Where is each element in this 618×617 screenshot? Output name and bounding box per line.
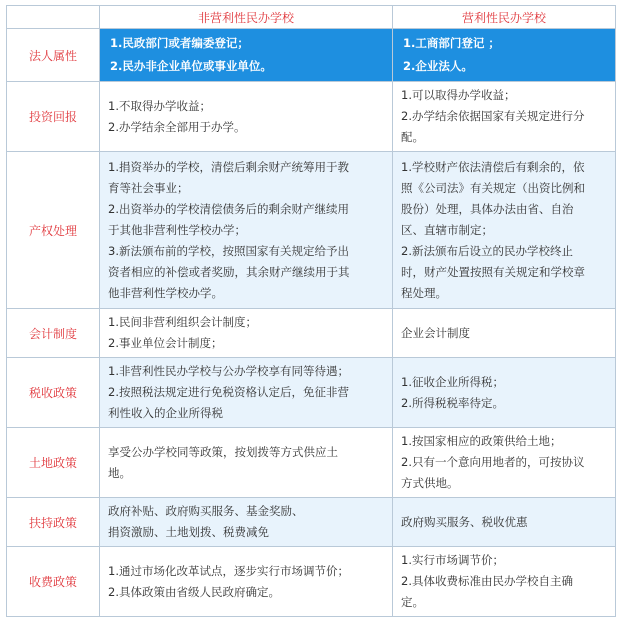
cell-line: 照《公司法》有关规定（出资比例和 xyxy=(401,180,585,195)
cell-line: 地。 xyxy=(108,465,131,480)
cell-line: 1.工商部门登记 ； xyxy=(403,36,500,50)
cell-line: 3.新法颁布前的学校，按照国家有关规定给予出 xyxy=(108,243,349,258)
cell-line: 1.非营利性民办学校与公办学校享有同等待遇； xyxy=(108,364,349,378)
nonprofit-cell xyxy=(100,309,393,358)
cell-line: 2.新法颁布后设立的民办学校终止 xyxy=(401,243,573,258)
header-forprofit: 营利性民办学校 xyxy=(393,6,616,29)
forprofit-cell xyxy=(393,547,616,617)
table-row xyxy=(7,152,616,309)
cell-line: 2.所得税税率待定。 xyxy=(401,395,504,410)
cell-line: 1.通过市场化改革试点，逐步实行市场调节价； xyxy=(108,563,349,578)
cell-line: 2.按照税法规定进行免税资格认定后，免征非营 xyxy=(108,385,349,399)
cell-line: 1.可以取得办学收益； xyxy=(401,88,516,102)
header-row xyxy=(7,6,616,29)
cell-line: 1.不取得办学收益； xyxy=(108,98,211,113)
cell-line: 1.学校财产依法清偿后有剩余的，依 xyxy=(401,159,585,174)
cell-line: 享受公办学校同等政策，按划拨等方式供应土 xyxy=(108,444,338,459)
cell-line: 方式供地。 xyxy=(401,476,459,490)
table-row xyxy=(7,29,616,82)
cell-line: 他非营利性学校办学。 xyxy=(108,285,223,300)
table-body xyxy=(7,29,616,617)
header-corner-cell xyxy=(7,6,100,29)
cell-line: 育等社会事业； xyxy=(108,180,189,195)
forprofit-cell xyxy=(393,82,616,152)
cell-line: 政府购买服务、税收优惠 xyxy=(401,514,528,529)
row-label: 投资回报 xyxy=(7,82,100,152)
table-row xyxy=(7,309,616,358)
forprofit-cell xyxy=(393,152,616,309)
table-row xyxy=(7,82,616,152)
cell-line: 2.办学结余全部用于办学。 xyxy=(108,119,246,134)
forprofit-cell xyxy=(393,309,616,358)
cell-line: 定。 xyxy=(401,595,424,609)
cell-line: 于其他非营利性学校办学； xyxy=(108,222,246,237)
cell-line: 区、直辖市制定； xyxy=(401,222,493,237)
cell-line: 1.按国家相应的政策供给土地； xyxy=(401,434,562,448)
forprofit-cell xyxy=(393,498,616,547)
table-row xyxy=(7,358,616,428)
cell-line: 政府补贴、政府购买服务、基金奖励、 xyxy=(108,504,304,518)
row-label: 法人属性 xyxy=(7,29,100,82)
cell-line: 配。 xyxy=(401,130,424,144)
header-nonprofit: 非营利性民办学校 xyxy=(100,6,393,29)
cell-line: 2.民办非企业单位或事业单位。 xyxy=(110,59,272,73)
forprofit-cell xyxy=(393,29,616,82)
cell-line: 2.办学结余依据国家有关规定进行分 xyxy=(401,109,585,123)
cell-line: 1.民政部门或者编委登记； xyxy=(110,36,249,50)
cell-line: 1.实行市场调节价； xyxy=(401,553,504,567)
row-label: 收费政策 xyxy=(7,547,100,617)
row-label: 土地政策 xyxy=(7,428,100,498)
cell-line: 利性收入的企业所得税 xyxy=(108,406,223,420)
row-label: 扶持政策 xyxy=(7,498,100,547)
cell-line: 股份）处理，具体办法由省、自治 xyxy=(401,201,574,216)
cell-line: 1.征收企业所得税； xyxy=(401,374,504,389)
table-row xyxy=(7,498,616,547)
cell-line: 2.出资举办的学校清偿债务后的剩余财产继续用 xyxy=(108,201,349,216)
nonprofit-cell xyxy=(100,152,393,309)
cell-line: 1.捐资举办的学校，清偿后剩余财产统筹用于教 xyxy=(108,159,349,174)
nonprofit-cell xyxy=(100,428,393,498)
forprofit-cell xyxy=(393,358,616,428)
cell-line: 捐资激励、土地划拨、税费减免 xyxy=(108,525,269,539)
row-label: 会计制度 xyxy=(7,309,100,358)
cell-line: 2.企业法人。 xyxy=(403,59,473,73)
cell-line: 2.具体收费标准由民办学校自主确 xyxy=(401,574,573,588)
row-label: 产权处理 xyxy=(7,152,100,309)
cell-line: 企业会计制度 xyxy=(401,325,470,340)
cell-line: 时，财产处置按照有关规定和学校章 xyxy=(401,264,585,279)
nonprofit-cell xyxy=(100,547,393,617)
cell-line: 2.只有一个意向用地者的，可按协议 xyxy=(401,455,585,469)
nonprofit-cell xyxy=(100,358,393,428)
nonprofit-cell xyxy=(100,82,393,152)
cell-line: 程处理。 xyxy=(401,285,447,300)
nonprofit-cell xyxy=(100,498,393,547)
table-row xyxy=(7,428,616,498)
cell-line: 1.民间非营利组织会计制度； xyxy=(108,315,257,329)
cell-line: 资者相应的补偿或者奖励，其余财产继续用于其 xyxy=(108,264,350,279)
forprofit-cell xyxy=(393,428,616,498)
cell-line: 2.事业单位会计制度； xyxy=(108,336,223,350)
cell-line: 2.具体政策由省级人民政府确定。 xyxy=(108,584,280,599)
nonprofit-cell xyxy=(100,29,393,82)
comparison-table xyxy=(6,5,616,617)
row-label: 税收政策 xyxy=(7,358,100,428)
table-row xyxy=(7,547,616,617)
